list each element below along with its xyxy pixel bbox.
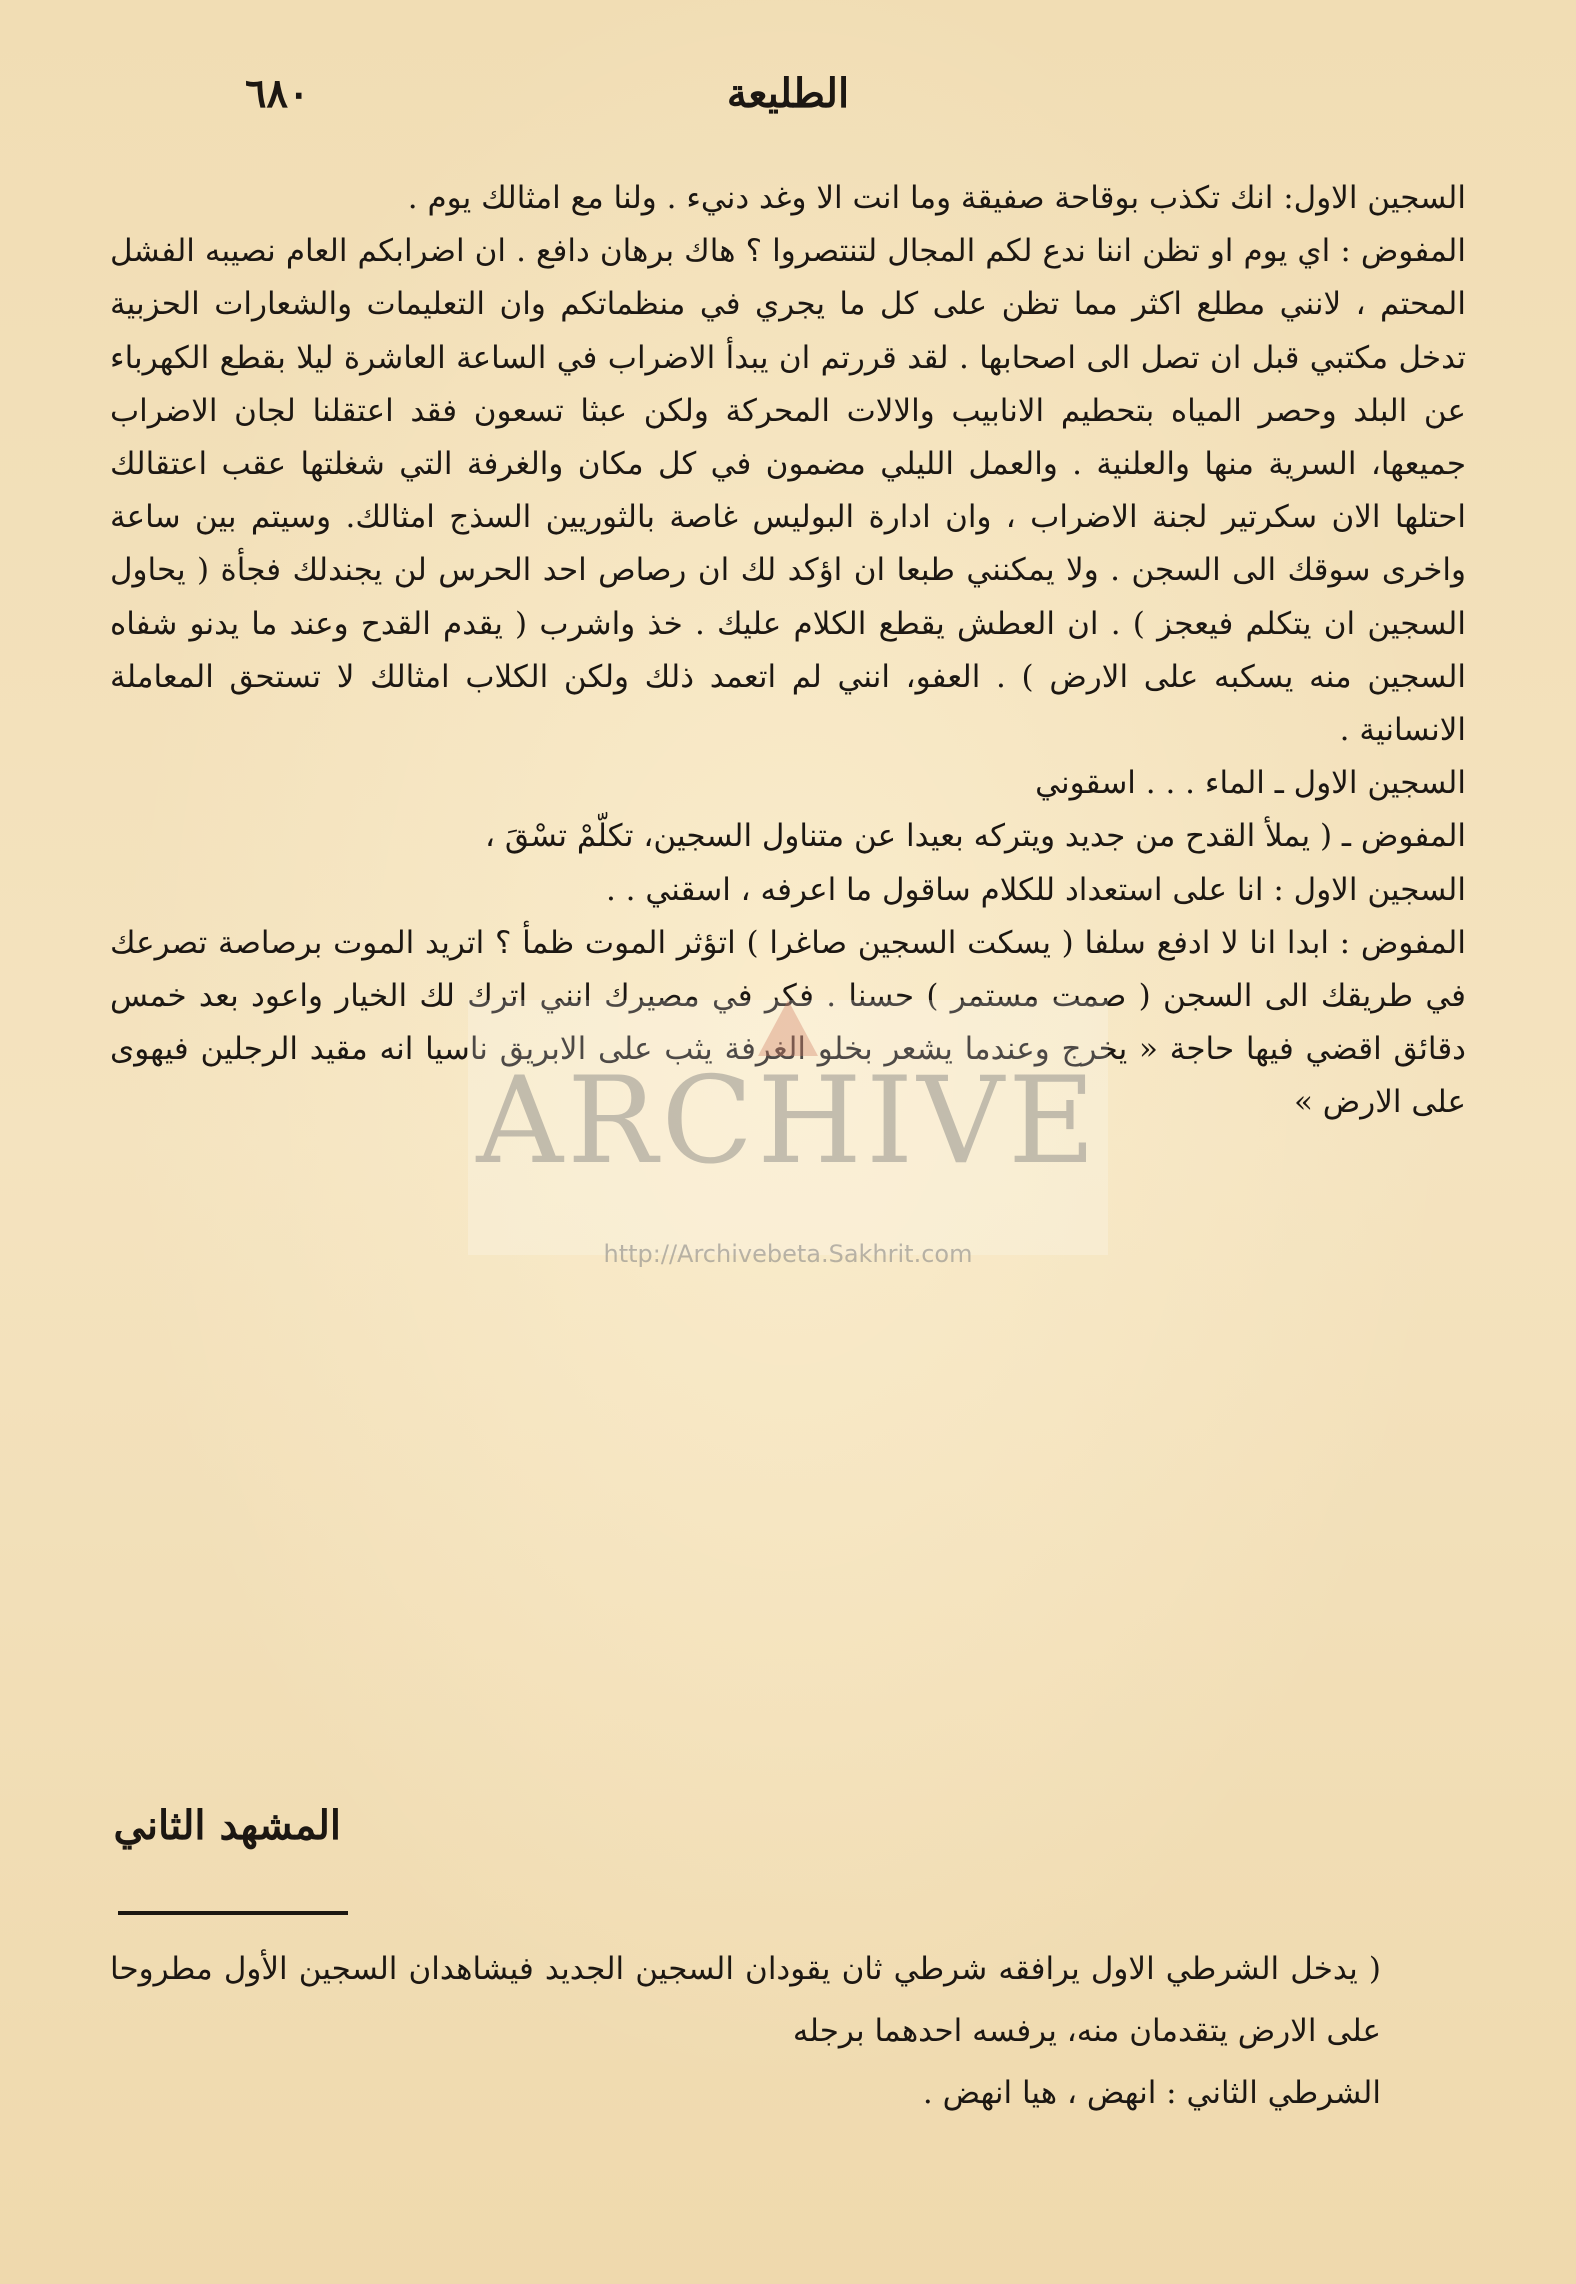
page-header xyxy=(110,70,1466,150)
page-number: ٦٨٠ xyxy=(245,70,310,117)
scene-heading-underline xyxy=(118,1911,348,1915)
paragraph-commissioner-3: المفوض : ابدا انا لا ادفع سلفا ( يسكت السجين صاغرا ) اتؤثر الموت ظمأ ؟ اتريد الموت برصاصة تصرعك في طريقك الى السجن ( صمت مستمر ) حسنا . فكر في مصيرك انني اترك لك الخيار واعود بعد خمس دقائق اقضي فيها حاجة « يخرج وعندما يشعر بخلو الغرفة يثب على الابريق ناسيا انه مقيد الرجلين فيهوى على الارض » xyxy=(110,924,1466,1121)
scene-two-text xyxy=(110,1938,1466,2124)
watermark-url: http://Archivebeta.Sakhrit.com xyxy=(603,1240,973,1268)
scene-heading-text: المشهد الثاني xyxy=(113,1802,341,1849)
main-text xyxy=(110,172,1466,1130)
scene-heading xyxy=(110,1802,1466,1849)
running-title: الطليعة xyxy=(726,70,850,117)
paragraph-prisoner-1: السجين الاول: انك تكذب بوقاحة صفيقة وما انت الا وغد دنيء . ولنا مع امثالك يوم . xyxy=(407,180,1466,216)
paragraph-prisoner-3: السجين الاول : انا على استعداد للكلام ساقول ما اعرفه ، اسقني . . xyxy=(605,871,1466,908)
watermark-title: ARCHIVE xyxy=(476,1052,1100,1191)
paragraph-prisoner-2: السجين الاول ـ الماء . . . اسقوني xyxy=(1035,765,1466,802)
paragraph-commissioner-2: المفوض ـ ( يملأ القدح من جديد ويتركه بعيدا عن متناول السجين، تكلّمْ تسْقَ ، xyxy=(485,818,1466,855)
stage-direction: ( يدخل الشرطي الاول يرافقه شرطي ثان يقودان السجين الجديد فيشاهدان السجين الأول مطروحا على الارض يتقدمان منه، يرفسه احدهما برجله xyxy=(110,1951,1381,2049)
paragraph-policeman-2: الشرطي الثاني : انهض ، هيا انهض . xyxy=(922,2075,1381,2111)
paragraph-commissioner-1: المفوض : اي يوم او تظن اننا ندع لكم المجال لتنتصروا ؟ هاك برهان دافع . ان اضرابكم العام نصيبه الفشل المحتم ، لانني مطلع اكثر مما تظن على كل ما يجري في منظماتكم وان التعليمات والشعارات الحزبية تدخل مكتبي قبل ان تصل الى اصحابها . لقد قررتم ان يبدأ الاضراب في الساعة العاشرة ليلا بقطع الكهرباء عن البلد وحصر المياه بتحطيم الانابيب والالات المحركة ولكن عبثا تسعون فقد اعتقلنا لجان الاضراب جميعها، السرية منها والعلنية . والعمل الليلي مضمون في كل مكان والغرفة التي شغلتها عقب اعتقالك احتلها الان سكرتير لجنة الاضراب ، وان ادارة البوليس غاصة بالثوريين السذج امثالك. وسيتم بين ساعة واخرى سوقك الى السجن . ولا يمكنني طبعا ان اؤكد لك ان رصاص احد الحرس لن يجندلك فجأة ( يحاول السجين ان يتكلم فيعجز ) . ان العطش يقطع الكلام عليك . خذ واشرب ( يقدم القدح وعند ما يدنو شفاه السجين منه يسكبه على الارض ) . العفو، انني لم اتعمد ذلك ولكن الكلاب امثالك لا تستحق المعاملة الانسانية . xyxy=(110,233,1466,749)
